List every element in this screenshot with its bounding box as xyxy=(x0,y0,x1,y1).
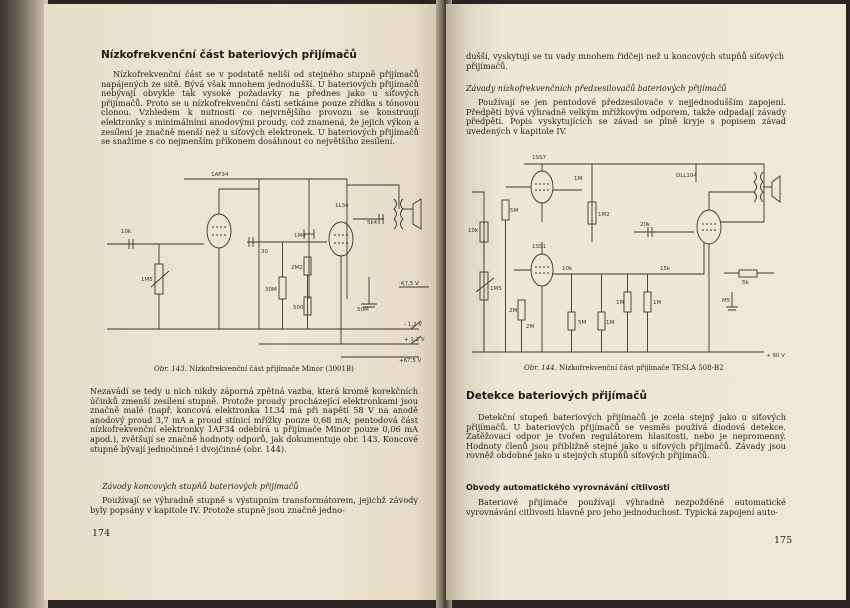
supply-label: + 90 V xyxy=(766,353,785,359)
component-label: 20k xyxy=(640,222,651,228)
component-label: 30 xyxy=(261,249,268,255)
component-label: 30M xyxy=(265,287,277,293)
component-label: 5k4 xyxy=(367,220,378,226)
paragraph: Detekční stupeň bateriových přijímačů je zcela stejný jako u síťových přijímačů. U bateriových přijímačů se vesměs používá diodová detekce. Zatěžovací odpor je tvořen regulátorem hlasitosti, nebo je nepromenný. Hodnoty členů jsou přibližně stejné jako u síťových přijímačů. Závady jsou rovněž obdobné jako u stejných stupňů síťových přijímačů. xyxy=(466,412,786,461)
tube-label: 1SS1 xyxy=(532,244,546,250)
caption-number: Obr. 144. xyxy=(524,364,557,372)
page-number: 175 xyxy=(774,535,793,546)
component-label: 1M2 xyxy=(598,212,610,218)
supply-label: -67,5 V xyxy=(399,281,419,287)
section-heading: Detekce bateriových přijímačů xyxy=(466,390,647,402)
page-number: 174 xyxy=(92,528,111,539)
component-label: 1M5 xyxy=(141,277,153,283)
left-page xyxy=(44,4,442,600)
paragraph: Používají se výhradně stupně s výstupním transformátorem, jejichž závody byly popsány v kapitole IV. Protože stupně jsou značně jedno- xyxy=(90,495,418,515)
tube-label: 1AF34 xyxy=(211,172,229,178)
component-label: 500 xyxy=(293,305,304,311)
schematic-figure-144 xyxy=(464,152,796,360)
component-label: 5M xyxy=(578,320,587,326)
component-label: 10k xyxy=(468,228,479,234)
component-label: 50M xyxy=(357,307,369,313)
component-label: 10k xyxy=(562,266,573,272)
subsection-heading: Obvody automatického vyrovnávání citlivosti xyxy=(466,483,670,492)
book-page-edges xyxy=(0,0,48,608)
caption-text: Nízkofrekvenční část přijímače Minor (3001B) xyxy=(189,365,354,373)
paragraph: Nezavádí se tedy u nich nikdy záporná zpětná vazba, která kromě korekčních účinků zmenší zesílení stupně. Protože proudy procházející elektronkami jsou značně malé (např. koncová elektronka 1L34 má při napětí 58 V na anodě anodový proud 3,7 mA a proud stínicí mřížky pouze 0,68 mA; pentodová část nízkofrekvenční elektronky 1AF34 odebírá u přijímače Minor pouze 0,06 mA apod.), zvětšují se značně hodnoty odporů, jak dokumentuje obr. 143. Koncové stupně bývají jednočinné i dvojčinné (obr. 144). xyxy=(90,386,418,454)
tube-label: DLL104 xyxy=(676,173,697,179)
component-label: 2M2 xyxy=(291,265,303,271)
component-label: 1M5 xyxy=(490,286,502,292)
component-label: 2M xyxy=(526,324,535,330)
component-label: 5k xyxy=(742,280,749,286)
component-label: 1M xyxy=(606,320,615,326)
paragraph: dušší, vyskytují se tu vady mnohem řidčeji než u koncových stupňů síťových přijímačů. xyxy=(466,51,784,71)
component-label: 1M xyxy=(616,300,625,306)
subheading: Závody koncových stupňů bateriových přijímačů xyxy=(102,482,299,491)
component-label: 15k xyxy=(660,266,671,272)
figure-caption xyxy=(154,365,354,373)
caption-text: Nízkofrekvenční část přijímače TESLA 508-B2 xyxy=(559,364,724,372)
supply-label: + 1,2 V xyxy=(404,337,425,343)
tube-label: 1L34 xyxy=(335,203,349,209)
right-page xyxy=(446,4,846,600)
caption-number: Obr. 143. xyxy=(154,365,187,373)
component-label: M5 xyxy=(722,298,731,304)
component-label: 5M xyxy=(510,208,519,214)
paragraph: Bateriové přijímače používají výhradně nezpožděné automatické vyrovnávání citlivosti hlavně pro jeho jednoduchost. Typická zapojení auto- xyxy=(466,497,786,517)
supply-label: +67,5 V xyxy=(399,358,422,364)
component-label: 1M xyxy=(574,176,583,182)
figure-caption xyxy=(524,364,724,372)
subheading: Závady nízkofrekvenčních předzesilovačů bateriových přijímačů xyxy=(466,84,727,93)
component-label: 2M xyxy=(509,308,518,314)
supply-label: - 1,2 V xyxy=(404,322,422,328)
component-label: 1M4 xyxy=(294,233,306,239)
section-heading: Nízkofrekvenční část bateriových přijímačů xyxy=(101,49,357,61)
component-label: 1M xyxy=(653,300,662,306)
paragraph: Používají se jen pentodové předzesilovače v nejjednodušším zapojení. Předpětí bývá výhradně velkým mřížkovým odporem, takže odpadají závady předpětí. Popis vyskytujících se závad se plně kryje s popisem závad uvedených v kapitole IV. xyxy=(466,97,786,136)
tube-label: 1SS7 xyxy=(532,155,546,161)
component-label: 10k xyxy=(121,229,132,235)
schematic-figure-143 xyxy=(99,169,442,364)
paragraph: Nízkofrekvenční část se v podstatě neliší od stejného stupně přijímačů napájených ze sítě. Bývá však mnohem jednodušší. U bateriových přijímačů nebývají obvykle tak vysoké požadavky na přednes jako u síťových přijímačů. Proto se u nízkofrekvenční části setkáme pouze zřídka s tónovou clonou. Vzhledem k nutnosti co nejvrnějšího provozu se konstruují elektronky s minimálními anodovými proudy, což znamená, že jejich výkon a zesílení je značně menší než u síťových elektronek. U bateriových přijímačů se snažíme s co nejmenším příkonem dosáhnout co největšího zesílení. xyxy=(101,69,419,147)
